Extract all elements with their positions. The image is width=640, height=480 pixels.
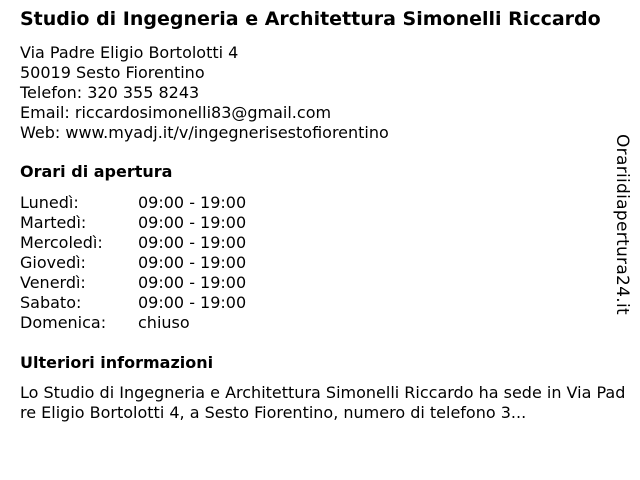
hours-day: Sabato: bbox=[20, 293, 82, 312]
phone-line[interactable]: Telefon: 320 355 8243 bbox=[20, 83, 200, 102]
business-card bbox=[20, 8, 632, 423]
hours-day: Mercoledì: bbox=[20, 233, 103, 252]
hours-time: 09:00 - 19:00 bbox=[138, 233, 247, 252]
more-info-heading: Ulteriori informazioni bbox=[20, 353, 214, 372]
hours-row-wednesday bbox=[20, 233, 632, 253]
email-line[interactable]: Email: riccardosimonelli83@gmail.com bbox=[20, 103, 332, 122]
hours-row-friday bbox=[20, 273, 632, 293]
address-street: Via Padre Eligio Bortolotti 4 bbox=[20, 43, 239, 62]
business-name: Studio di Ingegneria e Architettura Simonelli Riccardo bbox=[20, 8, 601, 30]
contact-block bbox=[20, 43, 632, 143]
hours-row-monday bbox=[20, 193, 632, 213]
hours-row-saturday bbox=[20, 293, 632, 313]
web-line[interactable]: Web: www.myadj.it/v/ingegnerisestofiorentino bbox=[20, 123, 389, 142]
hours-day: Domenica: bbox=[20, 313, 107, 332]
hours-time: 09:00 - 19:00 bbox=[138, 273, 247, 292]
hours-time: chiuso bbox=[138, 313, 190, 332]
address-city: 50019 Sesto Fiorentino bbox=[20, 63, 205, 82]
hours-day: Giovedì: bbox=[20, 253, 86, 272]
hours-row-sunday bbox=[20, 313, 632, 333]
more-info-text: Lo Studio di Ingegneria e Architettura Simonelli Riccardo ha sede in Via Padre Eligio Bortolotti 4, a Sesto Fiorentino, numero di telefono 3... bbox=[20, 383, 626, 422]
hours-time: 09:00 - 19:00 bbox=[138, 213, 247, 232]
hours-time: 09:00 - 19:00 bbox=[138, 253, 247, 272]
hours-day: Martedì: bbox=[20, 213, 87, 232]
site-brand-vertical: Orariidiapertura24.it bbox=[612, 134, 632, 315]
opening-hours-table bbox=[20, 193, 632, 333]
hours-day: Venerdì: bbox=[20, 273, 86, 292]
hours-row-thursday bbox=[20, 253, 632, 273]
hours-time: 09:00 - 19:00 bbox=[138, 293, 247, 312]
hours-row-tuesday bbox=[20, 213, 632, 233]
hours-day: Lunedì: bbox=[20, 193, 79, 212]
opening-hours-heading: Orari di apertura bbox=[20, 162, 173, 181]
hours-time: 09:00 - 19:00 bbox=[138, 193, 247, 212]
